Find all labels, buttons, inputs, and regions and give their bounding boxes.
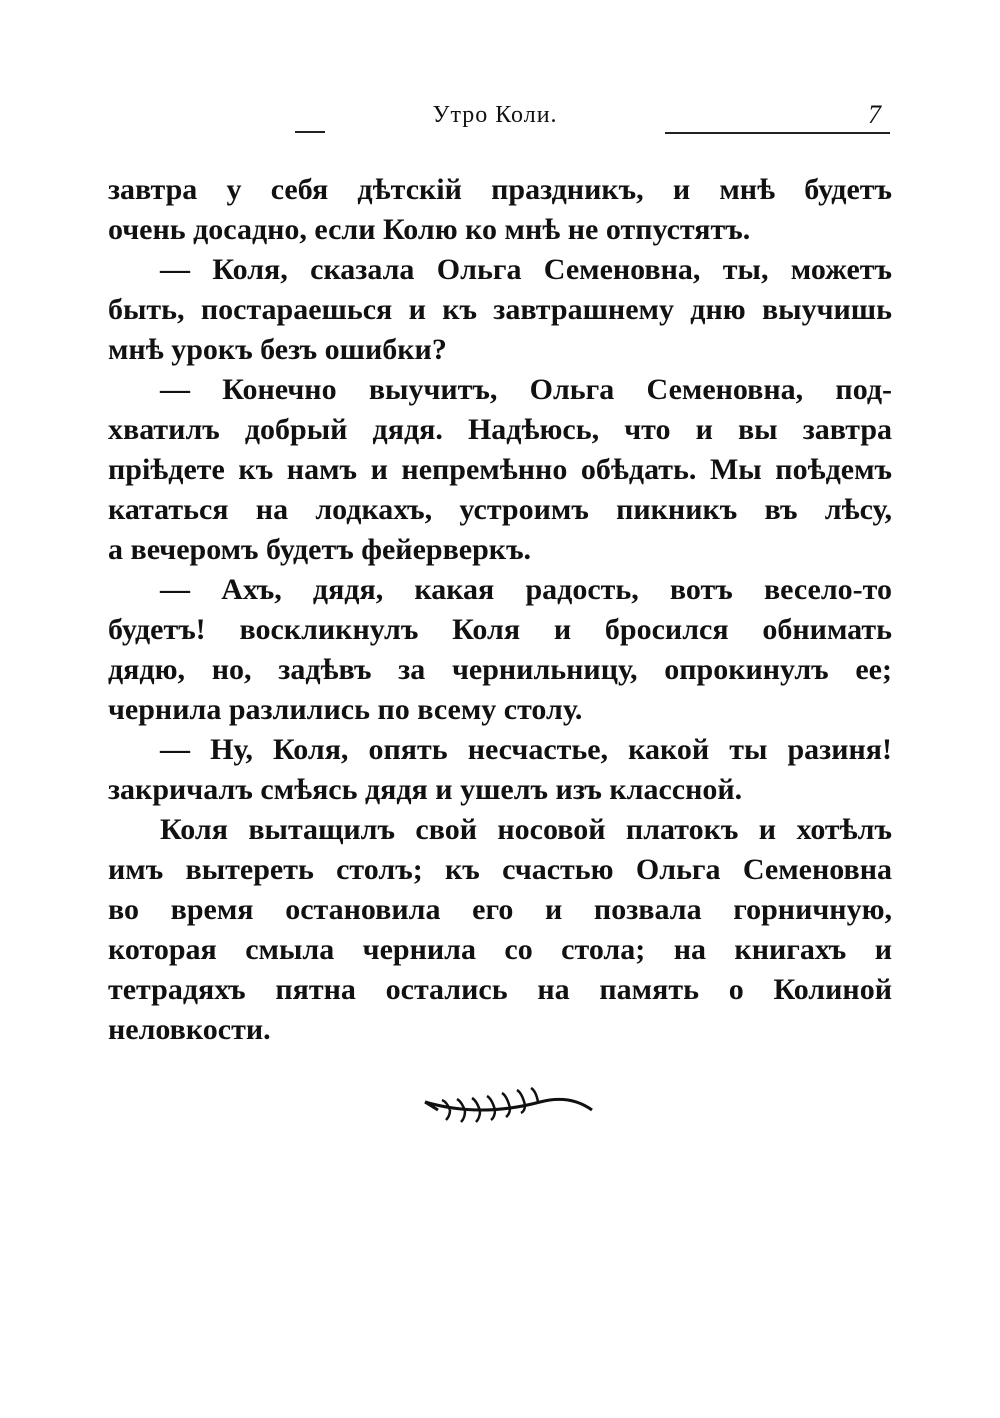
- text-line: неловкости.: [108, 1013, 271, 1046]
- text-line: хватилъ добрый дядя. Надѣюсь, что и вы завтра: [108, 413, 892, 446]
- text-line: а вечеромъ будетъ фейерверкъ.: [108, 533, 532, 566]
- page-number: 7: [868, 100, 881, 129]
- text-line: — Конечно выучитъ, Ольга Семеновна, под-: [160, 373, 892, 406]
- text-line: дядю, но, задѣвъ за чернильницу, опрокинулъ ее;: [108, 653, 892, 686]
- text-line: тетрадяхъ пятна остались на память о Колиной: [108, 973, 892, 1006]
- header-rule-left: [295, 131, 325, 133]
- fleuron-ornament-icon: [420, 1080, 600, 1130]
- text-line: — Ну, Коля, опять несчастье, какой ты разиня!: [160, 733, 892, 766]
- text-line: завтра у себя дѣтскій праздникъ, и мнѣ будетъ: [108, 173, 892, 206]
- text-line: которая смыла чернила со стола; на книгахъ и: [108, 933, 892, 966]
- text-line: мнѣ урокъ безъ ошибки?: [108, 333, 447, 366]
- text-line: чернила разлились по всему столу.: [108, 693, 583, 726]
- text-line: — Коля, сказала Ольга Семеновна, ты, можетъ: [160, 253, 892, 286]
- chapter-title: Утро Коли.: [432, 102, 558, 128]
- text-line: закричалъ смѣясь дядя и ушелъ изъ классной.: [108, 773, 743, 806]
- text-line: быть, постараешься и къ завтрашнему дню выучишь: [108, 293, 892, 326]
- text-line: во время остановила его и позвала горничную,: [108, 893, 892, 926]
- text-line: — Ахъ, дядя, какая радость, вотъ весело-то: [160, 573, 892, 606]
- text-line: Коля вытащилъ свой носовой платокъ и хотѣлъ: [160, 813, 892, 846]
- text-line: имъ вытереть столъ; къ счастью Ольга Семеновна: [108, 853, 892, 886]
- text-line: пріѣдете къ намъ и непремѣнно обѣдать. Мы поѣдемъ: [108, 453, 892, 486]
- text-line: будетъ! воскликнулъ Коля и бросился обнимать: [108, 613, 892, 646]
- header-rule-right: [665, 132, 890, 134]
- text-line: очень досадно, если Колю ко мнѣ не отпустятъ.: [108, 213, 751, 246]
- text-line: кататься на лодкахъ, устроимъ пикникъ въ лѣсу,: [108, 493, 892, 526]
